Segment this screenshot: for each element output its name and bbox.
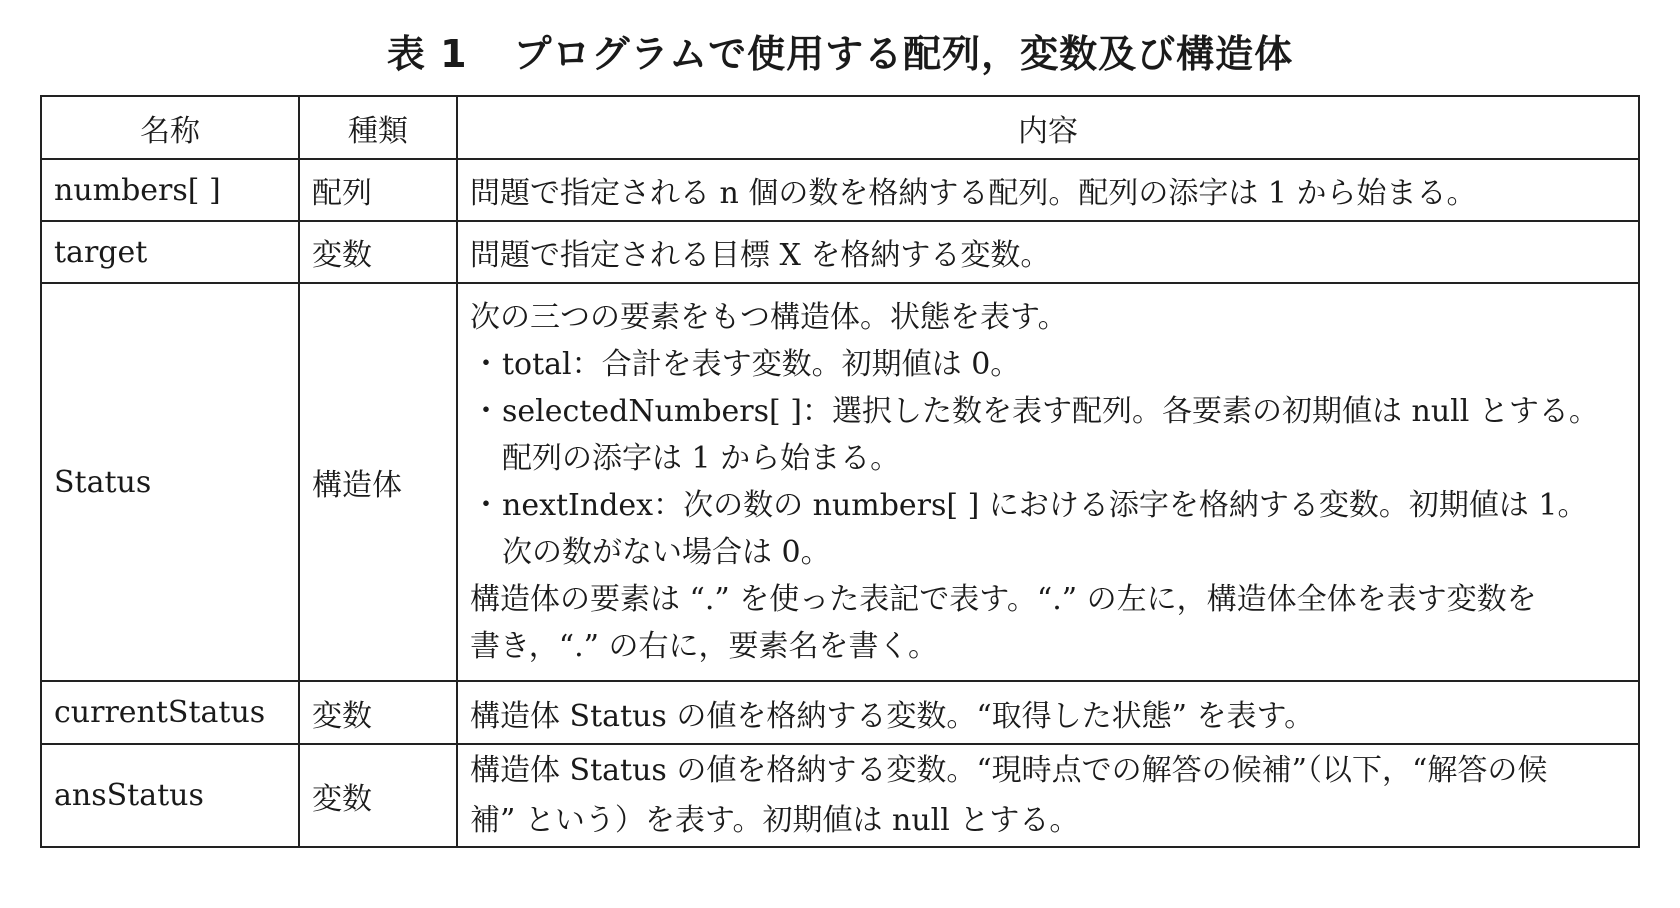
cell-desc bbox=[457, 283, 1639, 681]
cell-name: ansStatus bbox=[41, 744, 299, 847]
table-caption bbox=[0, 26, 1680, 82]
table-row bbox=[41, 744, 1639, 847]
status-outro-line: 書き，“.” の右に，要素名を書く。 bbox=[470, 629, 938, 664]
cell-desc: 問題で指定される n 個の数を格納する配列。配列の添字は 1 から始まる。 bbox=[457, 159, 1639, 221]
table-number: 表 1 bbox=[386, 32, 468, 76]
bullet-text: selectedNumbers[ ]：選択した数を表す配列。各要素の初期値は null とする。 bbox=[502, 394, 1599, 429]
bullet-item bbox=[470, 482, 1626, 529]
bullet-text: total：合計を表す変数。初期値は 0。 bbox=[502, 347, 1021, 382]
bullet-mark: ・ bbox=[471, 394, 501, 429]
table-row bbox=[41, 681, 1639, 744]
bullet-continuation: 次の数がない場合は 0。 bbox=[502, 535, 831, 570]
cell-name: Status bbox=[41, 283, 299, 681]
status-outro-line: 構造体の要素は “.” を使った表記で表す。“.” の左に，構造体全体を表す変数を bbox=[470, 582, 1537, 617]
header-kind: 種類 bbox=[299, 96, 457, 159]
bullet-item bbox=[470, 388, 1626, 435]
bullet-continuation: 配列の添字は 1 から始まる。 bbox=[502, 441, 901, 476]
header-row bbox=[41, 96, 1639, 159]
cell-desc bbox=[457, 744, 1639, 847]
bullet-item bbox=[470, 341, 1626, 388]
desc-line: 補” という）を表す。初期値は null とする。 bbox=[470, 802, 1080, 838]
cell-name: target bbox=[41, 221, 299, 283]
cell-kind: 変数 bbox=[299, 221, 457, 283]
bullet-mark: ・ bbox=[471, 488, 501, 523]
table-row bbox=[41, 221, 1639, 283]
cell-kind: 構造体 bbox=[299, 283, 457, 681]
cell-desc: 問題で指定される目標 X を格納する変数。 bbox=[457, 221, 1639, 283]
table-row bbox=[41, 159, 1639, 221]
header-name: 名称 bbox=[41, 96, 299, 159]
table-row bbox=[41, 283, 1639, 681]
desc-line: 構造体 Status の値を格納する変数。“現時点での解答の候補”（以下，“解答の候 bbox=[470, 752, 1548, 788]
cell-desc: 構造体 Status の値を格納する変数。“取得した状態” を表す。 bbox=[457, 681, 1639, 744]
cell-kind: 変数 bbox=[299, 681, 457, 744]
cell-kind: 配列 bbox=[299, 159, 457, 221]
status-intro: 次の三つの要素をもつ構造体。状態を表す。 bbox=[470, 300, 1068, 335]
header-content: 内容 bbox=[457, 96, 1639, 159]
table-title: プログラムで使用する配列，変数及び構造体 bbox=[513, 32, 1294, 76]
variables-table bbox=[40, 95, 1640, 848]
bullet-mark: ・ bbox=[471, 347, 501, 382]
cell-kind: 変数 bbox=[299, 744, 457, 847]
cell-name: numbers[ ] bbox=[41, 159, 299, 221]
bullet-text: nextIndex：次の数の numbers[ ] における添字を格納する変数。初期値は 1。 bbox=[502, 488, 1588, 523]
cell-name: currentStatus bbox=[41, 681, 299, 744]
